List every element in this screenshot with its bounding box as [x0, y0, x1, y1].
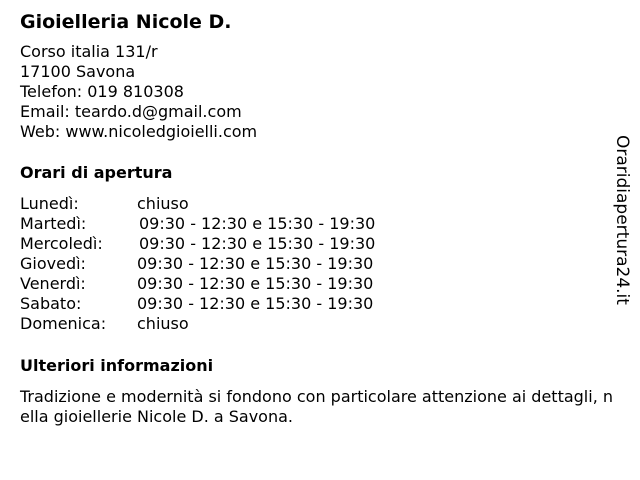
day-label: Sabato: [20, 294, 82, 313]
more-info-text: Tradizione e modernità si fondono con particolare attenzione ai dettagli, nella gioiellerie Nicole D. a Savona. [20, 387, 613, 426]
day-label: Domenica: [20, 314, 107, 333]
city-line: 17100 Savona [20, 62, 136, 81]
email-line[interactable]: Email: teardo.d@gmail.com [20, 102, 242, 121]
hours-row-sunday [20, 314, 620, 334]
opening-hours-table [20, 194, 620, 334]
time-value: 09:30 - 12:30 e 15:30 - 19:30 [137, 254, 374, 273]
time-value: 09:30 - 12:30 e 15:30 - 19:30 [137, 294, 374, 313]
day-label: Mercoledì: [20, 234, 103, 253]
more-info-heading: Ulteriori informazioni [20, 356, 214, 375]
website-line[interactable]: Web: www.nicoledgioielli.com [20, 122, 258, 141]
business-name: Gioielleria Nicole D. [20, 11, 232, 33]
time-value: chiuso [137, 314, 189, 333]
site-watermark: Oraridiapertura24.it [612, 135, 632, 305]
phone-line[interactable]: Telefon: 019 810308 [20, 82, 184, 101]
hours-row-saturday [20, 294, 620, 314]
business-card [20, 8, 620, 427]
hours-row-thursday [20, 254, 620, 274]
time-value: 09:30 - 12:30 e 15:30 - 19:30 [139, 214, 376, 233]
day-label: Giovedì: [20, 254, 86, 273]
day-label: Venerdì: [20, 274, 86, 293]
contact-block [20, 42, 620, 142]
day-label: Martedì: [20, 214, 87, 233]
day-label: Lunedì: [20, 194, 79, 213]
time-value: 09:30 - 12:30 e 15:30 - 19:30 [139, 234, 376, 253]
hours-row-monday [20, 194, 620, 214]
address-line: Corso italia 131/r [20, 42, 158, 61]
time-value: chiuso [137, 194, 189, 213]
hours-row-tuesday [20, 214, 620, 234]
time-value: 09:30 - 12:30 e 15:30 - 19:30 [137, 274, 374, 293]
opening-hours-heading: Orari di apertura [20, 163, 173, 182]
hours-row-wednesday [20, 234, 620, 254]
hours-row-friday [20, 274, 620, 294]
